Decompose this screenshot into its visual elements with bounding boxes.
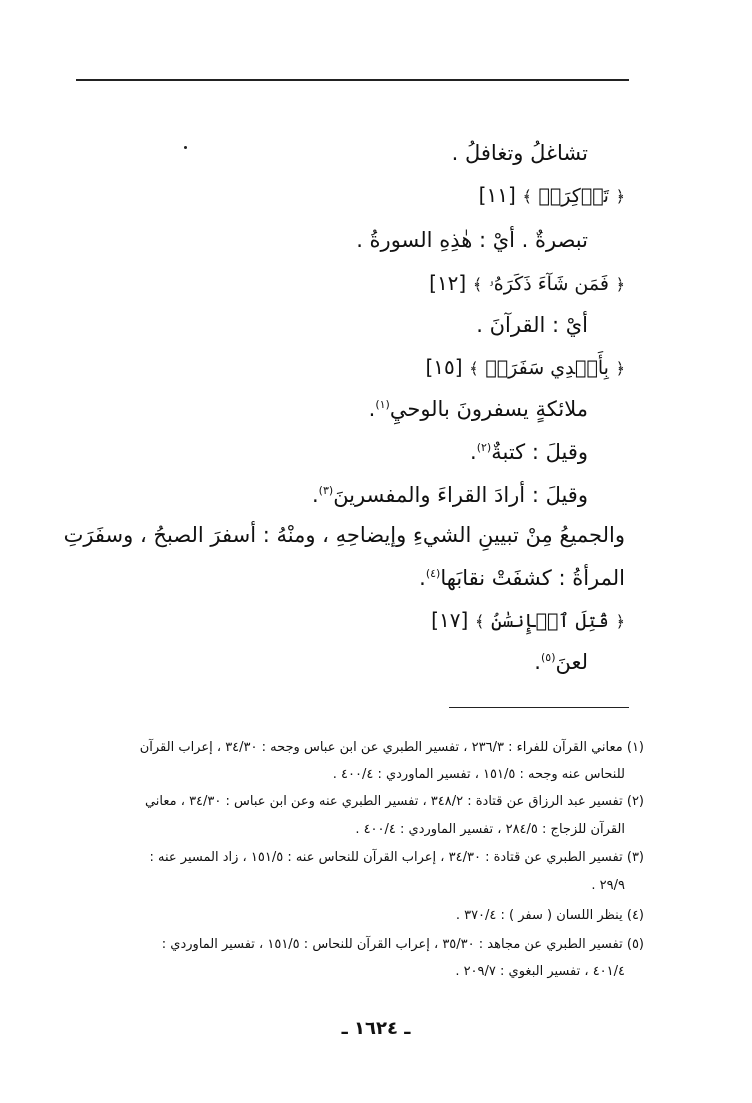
text-line-13 [534,647,588,677]
footnote-marker: (٤) [425,567,441,580]
line-text: وقيلَ : كتبةٌ [491,440,588,464]
line-end: . [470,440,477,464]
footnote-5-line-2: ٤٠١/٤ ، تفسير البغوي : ٢٠٩/٧ . [455,964,625,979]
verse-open-bracket: ﴿ [615,612,625,631]
verse-word: بِأَيۡدِي سَفَرَةٖ [485,357,609,379]
text-line-9 [312,480,588,510]
verse-close-bracket: ﴾ [522,187,532,206]
line-text: المرأةُ : كشفَتْ نقابَها [440,566,625,590]
verse-word: تَذۡكِرَةٞ [538,185,609,207]
verse-open-bracket: ﴿ [615,187,625,206]
verse-17 [431,605,625,637]
footnote-marker: (٢) [476,441,492,454]
footnote-4: (٤) ينظر اللسان ( سفر ) : ٣٧٠/٤ . [455,908,644,923]
verse-word: فَمَن شَآءَ ذَكَرَهُۥ [488,273,609,295]
verse-12 [429,268,625,300]
line-end: . [368,397,376,421]
footnote-marker: (٣) [318,484,334,497]
verse-15 [425,352,625,384]
verse-close-bracket: ﴾ [469,359,479,378]
text-line-3: تبصرةٌ . أيْ : هٰذِهِ السورةُ . [356,228,588,252]
text-line-5: أيْ : القرآنَ . [476,313,588,337]
verse-number: [١١] [478,183,516,207]
stray-dot [184,146,187,149]
footnote-marker: (٥) [540,651,556,664]
verse-open-bracket: ﴿ [615,275,625,294]
verse-11 [479,180,625,212]
verse-close-bracket: ﴾ [474,612,485,631]
footnote-5-line-1: (٥) تفسير الطبري عن مجاهد : ٣٥/٣٠ ، إعراب القرآن للنحاس : ١٥١/٥ ، تفسير الماوردي : [161,937,644,952]
footnote-2-line-2: القرآن للزجاج : ٢٨٤/٥ ، تفسير الماوردي : ٤٠٠/٤ . [355,822,625,837]
line-end: . [311,483,319,507]
footnote-1-line-2: للنحاس عنه وجحه : ١٥١/٥ ، تفسير الماوردي : ٤٠٠/٤ . [332,767,625,782]
footnote-rule [449,707,629,708]
page-number: ـ ١٦٢٤ ـ [341,1018,411,1039]
verse-number: [١٢] [429,271,467,295]
text-line-7 [369,394,588,424]
verse-open-bracket: ﴿ [615,359,625,378]
line-text: لعنَ [555,650,588,674]
footnote-3-line-1: (٣) تفسير الطبري عن قتادة : ٣٤/٣٠ ، إعراب القرآن للنحاس عنه : ١٥١/٥ ، زاد المسير عنه : [149,850,644,865]
verse-number: [١٥] [425,355,463,379]
text-line-8 [470,437,588,467]
line-end: . [419,566,426,590]
verse-close-bracket: ﴾ [472,275,483,294]
text-line-1: تشاغلُ وتغافلُ . [451,141,588,165]
footnote-1-line-1: (١) معاني القرآن للفراء : ٢٣٦/٣ ، تفسير الطبري عن ابن عباس وجحه : ٣٤/٣٠ ، إعراب القرآن [139,740,644,755]
footnote-2-line-1: (٢) تفسير عبد الرزاق عن قتادة : ٣٤٨/٢ ، تفسير الطبري عنه وعن ابن عباس : ٣٤/٣٠ ، معاني [144,794,644,809]
verse-number: [١٧] [431,608,469,632]
text-line-10: والجميعُ مِنْ تبيينِ الشيءِ وإيضاحِهِ ، ومنْهُ : أسفرَ الصبحُ ، وسفَرَتِ [63,523,625,547]
line-end: . [534,650,541,674]
footnote-marker: (١) [375,398,390,411]
verse-word: قُتِلَ ٱلۡإِنسَٰنُ [491,610,609,632]
line-text: ملائكةٍ يسفرونَ بالوحيِ [389,397,588,421]
footnote-3-line-2: ٢٩/٩ . [591,878,625,893]
text-line-11 [419,563,625,593]
top-rule [76,79,629,81]
line-text: وقيلَ : أرادَ القراءَ والمفسرينَ [333,483,588,507]
